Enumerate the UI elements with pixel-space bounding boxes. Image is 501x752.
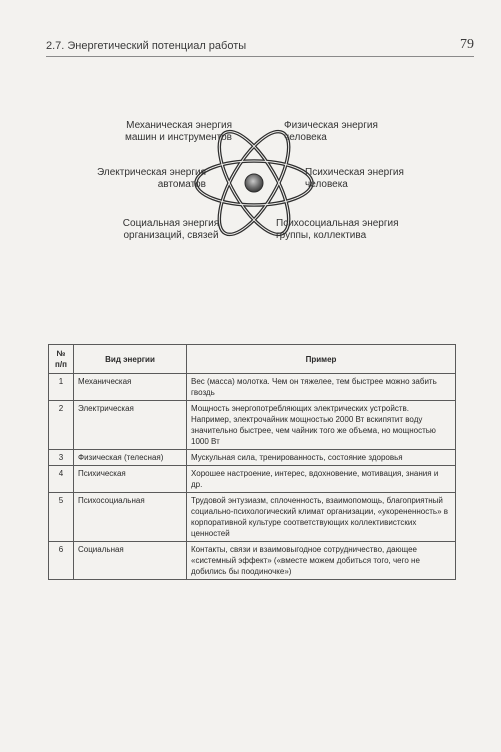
page-number: 79 bbox=[460, 37, 474, 52]
energy-kind: Психическая bbox=[74, 466, 187, 493]
atom-diagram bbox=[0, 0, 501, 260]
energy-kind: Психосоциальная bbox=[74, 493, 187, 542]
table-header-row bbox=[49, 345, 456, 374]
row-number: 1 bbox=[49, 374, 74, 401]
energy-example: Контакты, связи и взаимовыгодное сотрудничество, дающее «системный эффект» («вместе можем добиться того, чего не добились бы поодиночке») bbox=[187, 542, 456, 580]
energy-example: Хорошее настроение, интерес, вдохновение, мотивация, знания и др. bbox=[187, 466, 456, 493]
label-mechanical-energy: Механическая энергия машин и инструментов bbox=[124, 120, 232, 143]
label-social-energy: Социальная энергия организаций, связей bbox=[122, 218, 220, 241]
column-header-example: Пример bbox=[187, 345, 456, 374]
nucleus bbox=[245, 174, 263, 192]
row-number: 6 bbox=[49, 542, 74, 580]
energy-kind: Физическая (телесная) bbox=[74, 450, 187, 466]
row-number: 4 bbox=[49, 466, 74, 493]
column-header-kind: Вид энергии bbox=[74, 345, 187, 374]
table-row bbox=[49, 374, 456, 401]
table-row bbox=[49, 401, 456, 450]
row-number: 2 bbox=[49, 401, 74, 450]
column-header-number: № п/п bbox=[49, 345, 74, 374]
table-row bbox=[49, 542, 456, 580]
label-physical-energy: Физическая энергия человека bbox=[284, 120, 378, 143]
energy-example: Трудовой энтузиазм, сплоченность, взаимопомощь, благоприятный социально-психологический климат организации, «укорененность» в корпоративной культуре соответствующих коллективистских ценностей bbox=[187, 493, 456, 542]
energy-example: Вес (масса) молотка. Чем он тяжелее, тем быстрее можно забить гвоздь bbox=[187, 374, 456, 401]
row-number: 5 bbox=[49, 493, 74, 542]
table-row bbox=[49, 493, 456, 542]
energy-kind: Электрическая bbox=[74, 401, 187, 450]
energy-kind: Социальная bbox=[74, 542, 187, 580]
label-electrical-energy: Электрическая энергия автоматов bbox=[97, 167, 206, 190]
table-row bbox=[49, 450, 456, 466]
section-title: 2.7. Энергетический потенциал работы bbox=[46, 40, 247, 52]
energy-types-table bbox=[48, 344, 456, 580]
energy-example: Мускульная сила, тренированность, состояние здоровья bbox=[187, 450, 456, 466]
label-psychosocial-energy: Психосоциальная энергия группы, коллектива bbox=[276, 218, 399, 241]
label-psychic-energy: Психическая энергия человека bbox=[305, 167, 404, 190]
row-number: 3 bbox=[49, 450, 74, 466]
energy-example: Мощность энергопотребляющих электрических устройств. Например, электрочайник мощностью 2000 Вт вскипятит воду значительно быстрее, чем чайник того же объема, но мощностью 1000 Вт bbox=[187, 401, 456, 450]
energy-kind: Механическая bbox=[74, 374, 187, 401]
table-row bbox=[49, 466, 456, 493]
